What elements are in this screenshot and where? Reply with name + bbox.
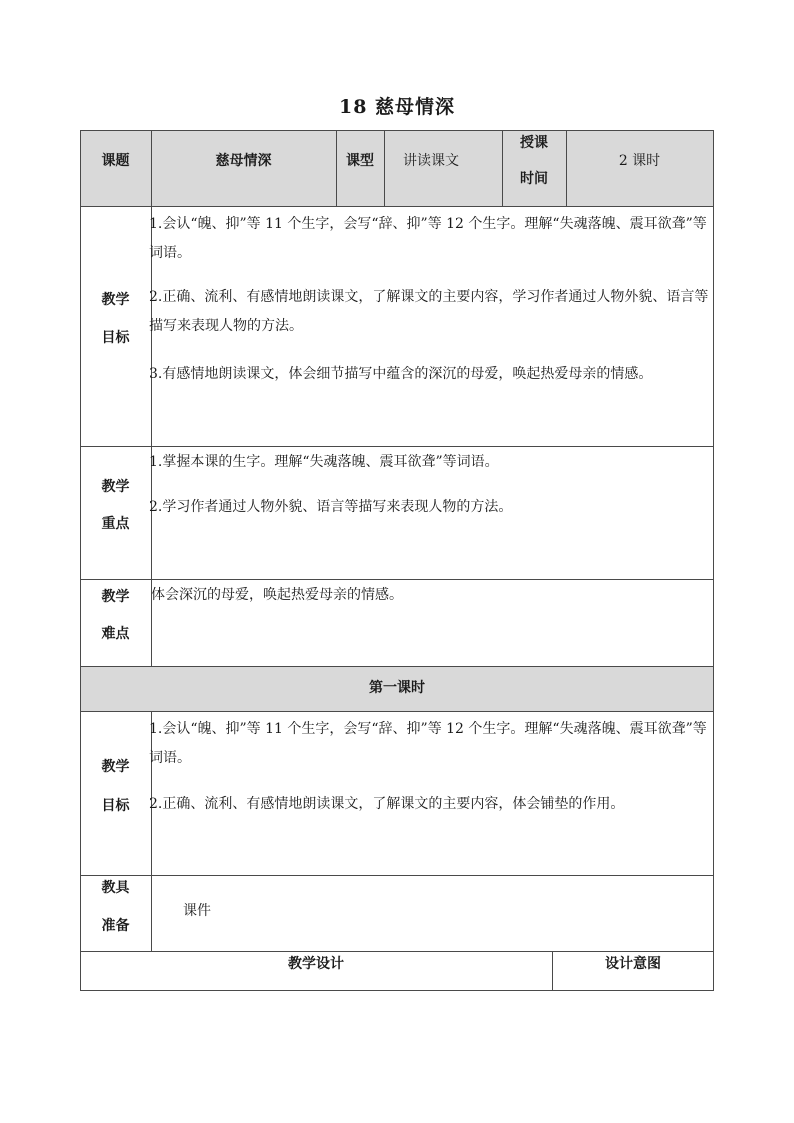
row-line bbox=[80, 446, 714, 447]
type-value: 讲读课文 bbox=[403, 153, 459, 169]
key-points-label-line-2: 重点 bbox=[101, 516, 130, 532]
type-label: 课型 bbox=[346, 153, 374, 169]
row-line bbox=[80, 206, 714, 207]
topic-value: 慈母情深 bbox=[215, 153, 272, 169]
row-line bbox=[80, 951, 714, 952]
goals-label-line-1: 教学 bbox=[101, 292, 130, 308]
row-line bbox=[80, 579, 714, 580]
time-value: 2 课时 bbox=[618, 153, 661, 169]
goal-item-2: 2.正确、流利、有感情地朗读课文，了解课文的主要内容，学习作者通过人物外貌、语言等描写来表现人物的方法。 bbox=[149, 289, 709, 334]
key-point-item-2: 2.学习作者通过人物外貌、语言等描写来表现人物的方法。 bbox=[149, 499, 513, 515]
lesson-one-heading: 第一课时 bbox=[369, 680, 425, 696]
row-line bbox=[80, 990, 714, 991]
time-label-line-1: 授课 bbox=[520, 135, 548, 151]
goal-item-1: 1.会认“魄、抑”等 11 个生字，会写“辞、抑”等 12 个生字。理解“失魂落魄、震耳欲聋”等词语。 bbox=[149, 216, 707, 261]
row-line bbox=[80, 875, 714, 876]
row-line bbox=[80, 666, 714, 667]
row-line bbox=[80, 711, 714, 712]
document-title: 18 慈母情深 bbox=[338, 96, 456, 118]
lesson-goals-label-line-1: 教学 bbox=[101, 759, 130, 775]
goals-label-line-2: 目标 bbox=[101, 330, 130, 346]
intent-label: 设计意图 bbox=[605, 956, 661, 972]
key-point-item-1: 1.掌握本课的生字。理解“失魂落魄、震耳欲聋”等词语。 bbox=[149, 454, 499, 470]
goal-item-3: 3.有感情地朗读课文，体会细节描写中蕴含的深沉的母爱，唤起热爱母亲的情感。 bbox=[149, 366, 653, 382]
col-line bbox=[384, 130, 385, 206]
lesson-goal-item-2: 2.正确、流利、有感情地朗读课文，了解课文的主要内容，体会铺垫的作用。 bbox=[149, 796, 625, 812]
topic-label: 课题 bbox=[101, 153, 130, 169]
col-line bbox=[80, 130, 81, 991]
row-line bbox=[80, 130, 714, 131]
tools-value: 课件 bbox=[183, 903, 211, 919]
col-line bbox=[713, 130, 714, 991]
time-label-line-2: 时间 bbox=[520, 171, 548, 187]
key-points-label-line-1: 教学 bbox=[101, 479, 130, 495]
difficulties-label-line-1: 教学 bbox=[101, 589, 130, 605]
difficulty-item-1: 体会深沉的母爱，唤起热爱母亲的情感。 bbox=[151, 587, 403, 603]
tools-label-line-2: 准备 bbox=[101, 918, 130, 934]
lesson-goal-item-1: 1.会认“魄、抑”等 11 个生字，会写“辞、抑”等 12 个生字。理解“失魂落魄、震耳欲聋”等词语。 bbox=[149, 721, 707, 766]
lesson-goals-label-line-2: 目标 bbox=[101, 798, 130, 814]
design-label: 教学设计 bbox=[288, 956, 344, 972]
difficulties-label-line-2: 难点 bbox=[101, 626, 130, 642]
lesson-plan-table bbox=[80, 130, 714, 991]
tools-label-line-1: 教具 bbox=[101, 880, 130, 896]
